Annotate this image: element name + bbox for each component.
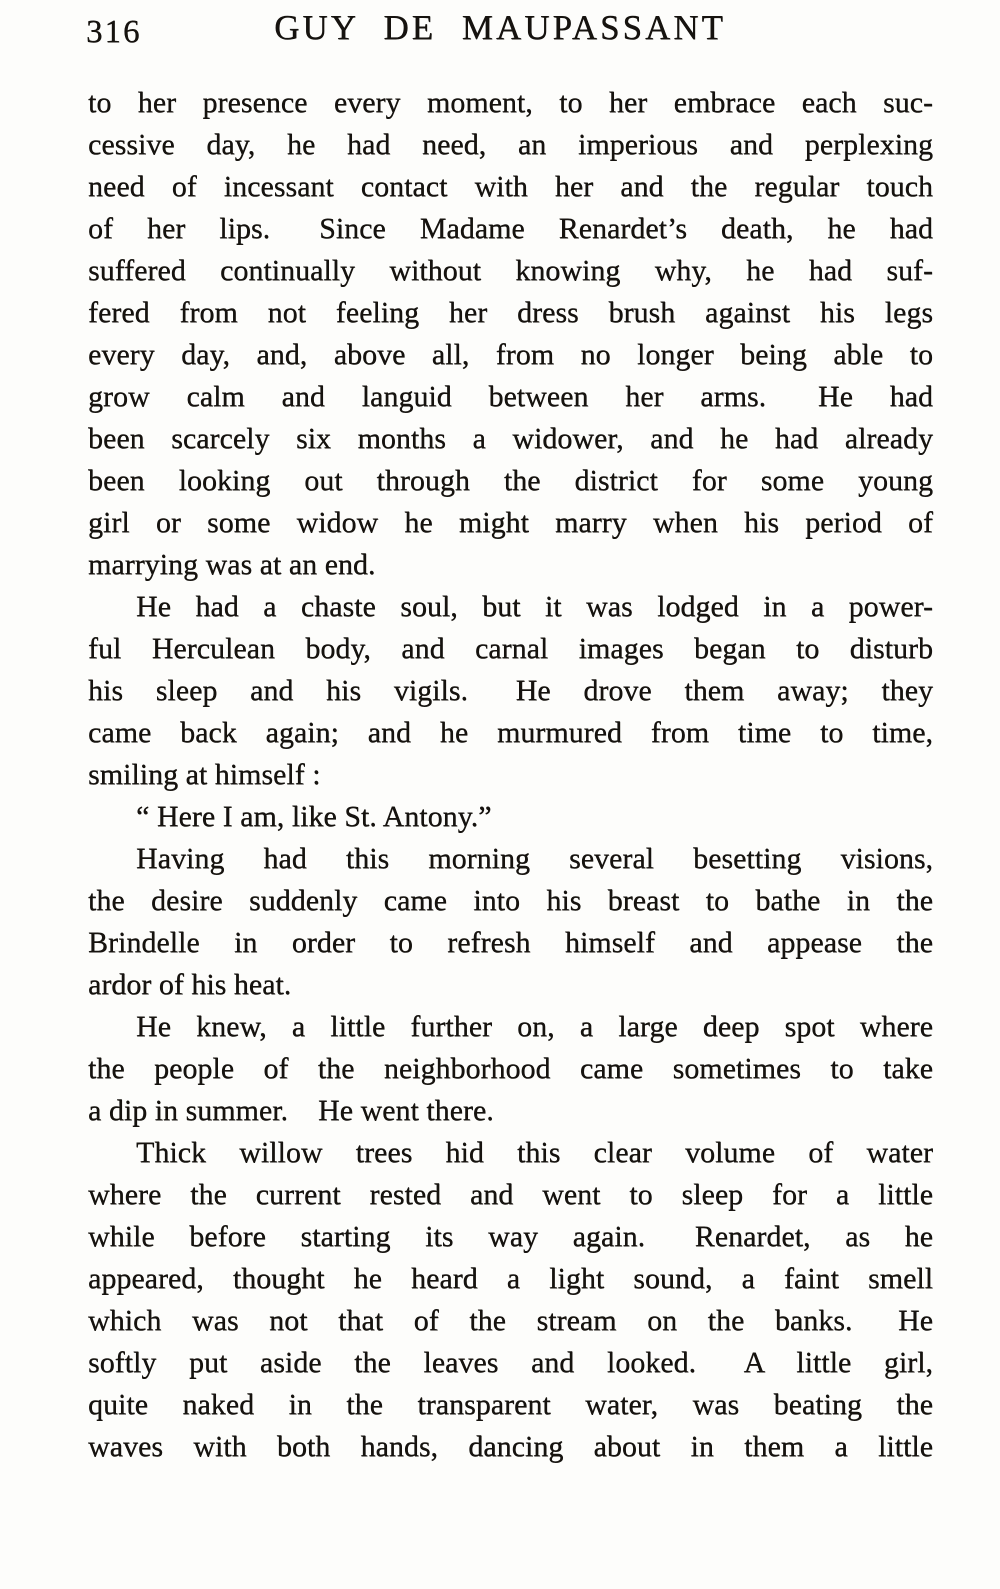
text-line: Thick willow trees hid this clear volume of water (136, 1136, 933, 1169)
text-line: He knew, a little further on, a large deep spot where (136, 1010, 933, 1043)
text-line: girl or some widow he might marry when his period of (88, 506, 933, 539)
text-line: ful Herculean body, and carnal images began to disturb (88, 632, 933, 665)
paragraph (88, 1132, 933, 1468)
text-line: to her presence every moment, to her embrace each suc- (88, 86, 933, 119)
text-line: his sleep and his vigils. He drove them away; they (88, 674, 933, 707)
text-line: smiling at himself : (88, 758, 321, 791)
text-line: of her lips. Since Madame Renardet’s death, he had (88, 212, 933, 245)
text-line: been looking out through the district for some young (88, 464, 933, 497)
text-line: marrying was at an end. (88, 548, 376, 581)
text-line: cessive day, he had need, an imperious and perplexing (88, 128, 933, 161)
text-line: the desire suddenly came into his breast to bathe in the (88, 884, 933, 917)
page-header (0, 8, 1000, 58)
paragraph (88, 586, 933, 796)
running-title: GUY DE MAUPASSANT (274, 8, 726, 47)
text-line: ardor of his heat. (88, 968, 292, 1001)
text-line: came back again; and he murmured from time to time, (88, 716, 933, 749)
text-line: softly put aside the leaves and looked. A little girl, (88, 1346, 933, 1379)
text-line: need of incessant contact with her and the regular touch (88, 170, 933, 203)
text-line: been scarcely six months a widower, and he had already (88, 422, 933, 455)
page-body (88, 82, 933, 1468)
paragraph (88, 838, 933, 1006)
text-line: quite naked in the transparent water, was beating the (88, 1388, 933, 1421)
paragraph (88, 796, 933, 838)
paragraph (88, 1006, 933, 1132)
page-number: 316 (86, 14, 142, 50)
text-line: where the current rested and went to sleep for a little (88, 1178, 933, 1211)
text-line: fered from not feeling her dress brush against his legs (88, 296, 933, 329)
text-line: suffered continually without knowing why, he had suf- (88, 254, 933, 287)
text-line: which was not that of the stream on the banks. He (88, 1304, 933, 1337)
text-line: while before starting its way again. Renardet, as he (88, 1220, 933, 1253)
text-line: every day, and, above all, from no longer being able to (88, 338, 933, 371)
text-line: the people of the neighborhood came sometimes to take (88, 1052, 933, 1085)
text-line: grow calm and languid between her arms. He had (88, 380, 933, 413)
text-line: Brindelle in order to refresh himself and appease the (88, 926, 933, 959)
paragraph (88, 82, 933, 586)
text-line: He had a chaste soul, but it was lodged in a power- (136, 590, 933, 623)
text-line: “ Here I am, like St. Antony.” (136, 800, 492, 833)
text-line: waves with both hands, dancing about in them a little (88, 1430, 933, 1463)
text-line: a dip in summer. He went there. (88, 1094, 494, 1127)
text-line: appeared, thought he heard a light sound, a faint smell (88, 1262, 933, 1295)
text-line: Having had this morning several besetting visions, (136, 842, 933, 875)
